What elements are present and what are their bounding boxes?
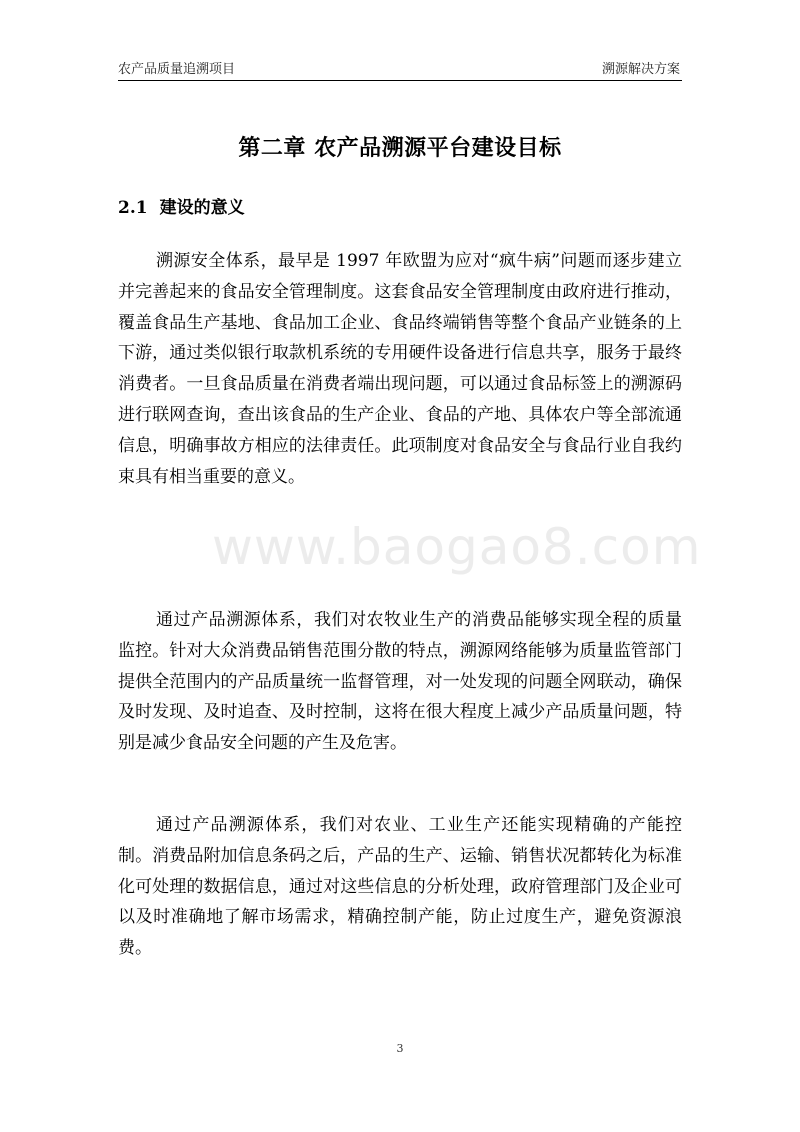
chapter-title: 第二章 农产品溯源平台建设目标 [238,135,562,161]
page-number: 3 [396,1042,404,1055]
paragraph-capacity-control: 通过产品溯源体系，我们对农业、工业生产还能实现精确的产能控制。消费品附加信息条码之后，产品的生产、运输、销售状况都转化为标准化可处理的数据信息，通过对这些信息的分析处理，政府管理部门及企业可以及时准确地了解市场需求，精确控制产能，防止过度生产，避免资源浪费。 [118,815,682,959]
header-project-title: 农产品质量追溯项目 [118,62,236,77]
watermark: www.baogao8.com [212,518,702,576]
section-number: 2.1 [118,198,148,218]
header-document-title: 溯源解决方案 [601,62,680,77]
section-title: 建设的意义 [159,198,245,218]
paragraph-quality-monitoring: 通过产品溯源体系，我们对农牧业生产的消费品能够实现全程的质量监控。针对大众消费品销售范围分散的特点，溯源网络能够为质量监管部门提供全范围内的产品质量统一监督管理，对一处发现的问题全网联动，确保及时发现、及时追查、及时控制，这将在很大程度上减少产品质量问题，特别是减少食品安全问题的产生及危害。 [118,610,682,754]
section-heading [118,193,245,218]
page-header [118,54,682,81]
paragraph-significance: 溯源安全体系，最早是 1997 年欧盟为应对“疯牛病”问题而逐步建立并完善起来的食品安全管理制度。这套食品安全管理制度由政府进行推动，覆盖食品生产基地、食品加工企业、食品终端销售等整个食品产业链条的上下游，通过类似银行取款机系统的专用硬件设备进行信息共享，服务于最终消费者。一旦食品质量在消费者端出现问题，可以通过食品标签上的溯源码进行联网查询，查出该食品的生产企业、食品的产地、具体农户等全部流通信息，明确事故方相应的法律责任。此项制度对食品安全与食品行业自我约束具有相当重要的意义。 [118,251,682,487]
